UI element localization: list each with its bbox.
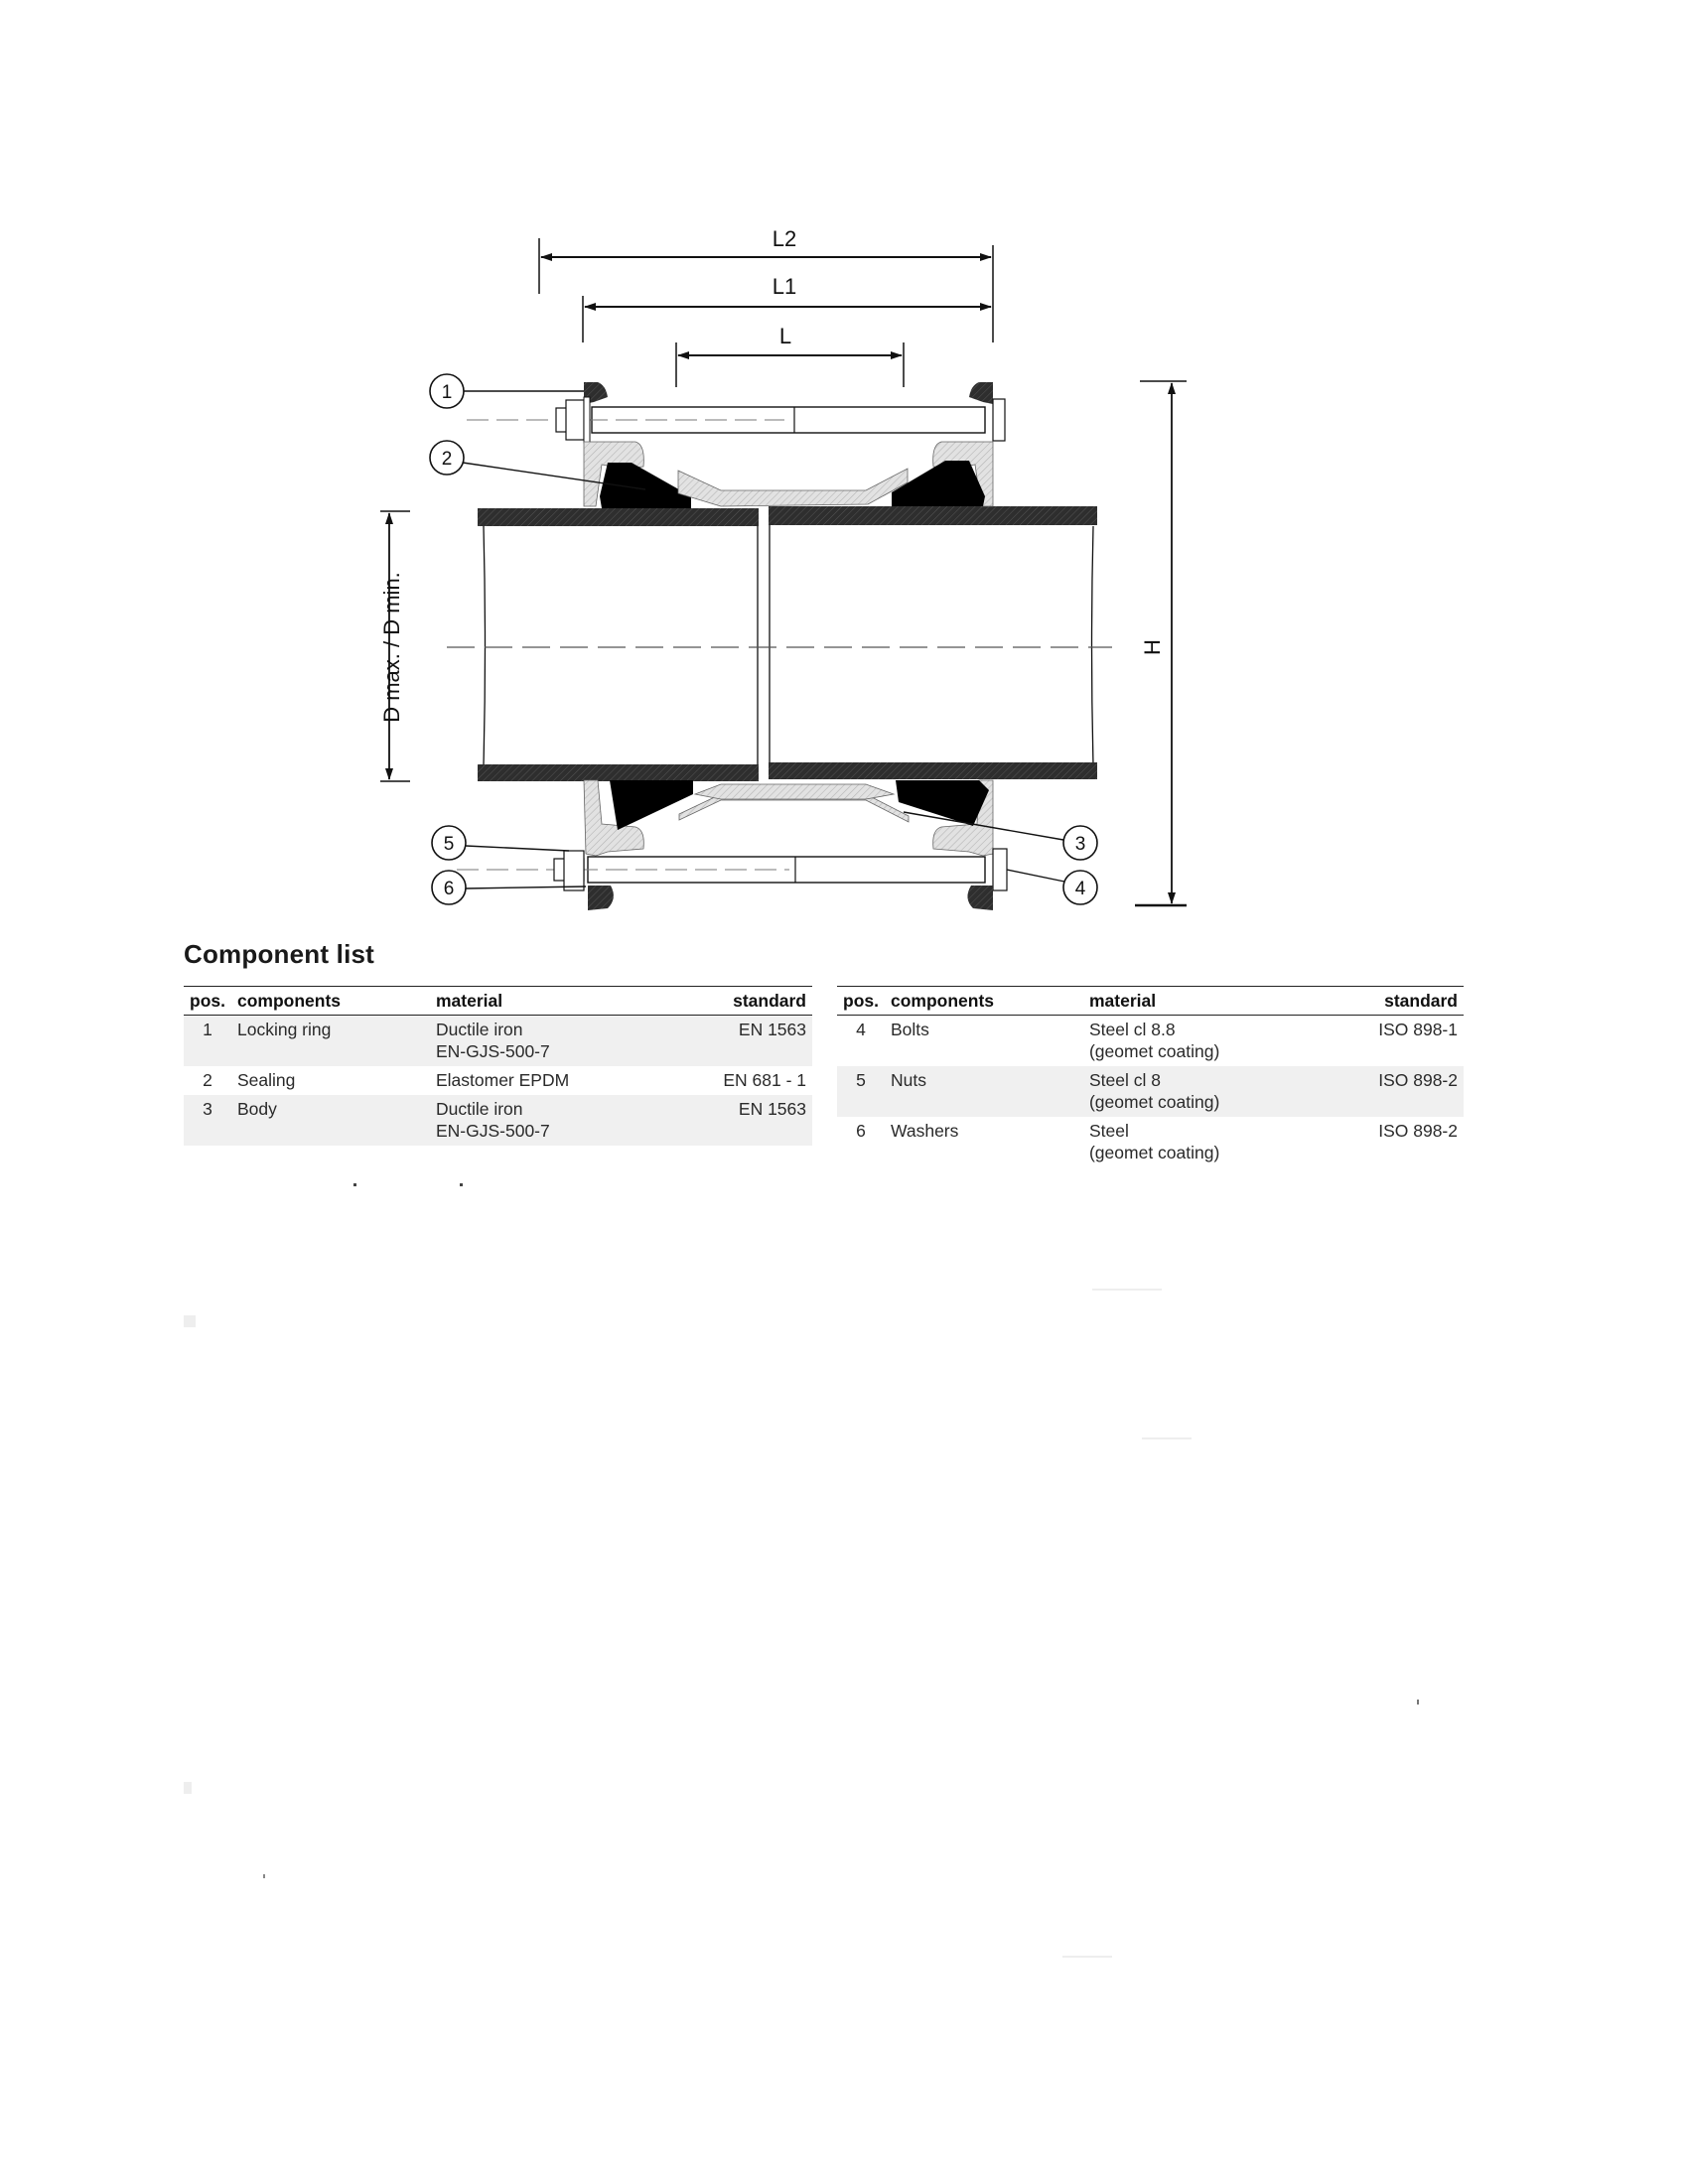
component-table-right bbox=[837, 986, 1464, 1167]
table-row bbox=[837, 1117, 1464, 1167]
svg-text:5: 5 bbox=[443, 834, 455, 855]
material-line-1: Elastomer EPDM bbox=[435, 1070, 570, 1090]
material-line-2: EN-GJS-500-7 bbox=[435, 1041, 550, 1061]
header-material: material bbox=[430, 987, 670, 1016]
dimension-label-L: L bbox=[778, 324, 792, 348]
cell-material bbox=[430, 1016, 670, 1067]
pipe-left bbox=[478, 508, 759, 781]
dimension-label-H: H bbox=[1140, 639, 1165, 655]
svg-text:6: 6 bbox=[443, 879, 455, 899]
material-line-1: Ductile iron bbox=[435, 1099, 523, 1119]
table-row bbox=[184, 1016, 812, 1067]
material-line-1: Ductile iron bbox=[435, 1020, 523, 1039]
cell-component: Body bbox=[231, 1095, 430, 1146]
scan-artifact bbox=[184, 1315, 196, 1327]
component-table-left bbox=[184, 986, 812, 1146]
cell-material bbox=[1083, 1016, 1324, 1067]
lower-coupling-assembly bbox=[457, 780, 1007, 910]
coupling-cross-section-drawing bbox=[0, 0, 1688, 953]
dimension-D bbox=[379, 511, 410, 781]
pipe-right bbox=[769, 506, 1097, 779]
scan-artifact bbox=[460, 1183, 463, 1186]
dimension-label-L1: L1 bbox=[772, 274, 797, 299]
table-header-row bbox=[837, 987, 1464, 1016]
cell-component: Washers bbox=[890, 1121, 959, 1141]
cell-component: Bolts bbox=[890, 1020, 929, 1039]
cell-pos: 4 bbox=[856, 1020, 866, 1039]
cell-pos: 1 bbox=[184, 1016, 231, 1067]
table-row bbox=[184, 1095, 812, 1146]
table-row bbox=[837, 1016, 1464, 1067]
cell-component: Locking ring bbox=[231, 1016, 430, 1067]
table-row bbox=[837, 1066, 1464, 1117]
cell-material bbox=[430, 1066, 670, 1095]
component-list-title: Component list bbox=[184, 939, 375, 969]
cell-standard: EN 681 - 1 bbox=[723, 1070, 806, 1090]
material-line-1: Steel bbox=[1088, 1121, 1129, 1141]
scan-artifact bbox=[353, 1183, 356, 1186]
dimension-L2 bbox=[539, 226, 993, 342]
header-standard: standard bbox=[1324, 987, 1464, 1016]
header-components: components bbox=[885, 987, 1083, 1016]
scan-artifact bbox=[263, 1874, 265, 1878]
material-line-2: (geomet coating) bbox=[1088, 1041, 1220, 1061]
header-pos: pos. bbox=[184, 987, 231, 1016]
cell-pos: 2 bbox=[203, 1070, 212, 1090]
material-line-2: EN-GJS-500-7 bbox=[435, 1121, 550, 1141]
material-line-2: (geomet coating) bbox=[1088, 1143, 1220, 1162]
material-line-1: Steel cl 8 bbox=[1088, 1070, 1161, 1090]
dimension-label-L2: L2 bbox=[772, 226, 797, 251]
cell-standard: ISO 898-2 bbox=[1324, 1066, 1464, 1117]
cell-pos: 6 bbox=[856, 1121, 866, 1141]
callout-4 bbox=[1007, 870, 1097, 904]
callout-1 bbox=[430, 374, 584, 408]
cell-material bbox=[430, 1095, 670, 1146]
dimension-L bbox=[676, 324, 904, 387]
table-header-row bbox=[184, 987, 812, 1016]
header-standard: standard bbox=[670, 987, 812, 1016]
cell-standard: ISO 898-2 bbox=[1378, 1121, 1458, 1141]
svg-text:4: 4 bbox=[1074, 879, 1086, 899]
cell-standard: EN 1563 bbox=[670, 1016, 812, 1067]
cell-component: Nuts bbox=[885, 1066, 1083, 1117]
cell-standard: ISO 898-1 bbox=[1378, 1020, 1458, 1039]
header-components: components bbox=[231, 987, 430, 1016]
cell-standard: EN 1563 bbox=[670, 1095, 812, 1146]
table-row bbox=[184, 1066, 812, 1095]
header-material: material bbox=[1083, 987, 1324, 1016]
callout-5 bbox=[432, 826, 569, 860]
cell-component: Sealing bbox=[236, 1070, 296, 1090]
scan-artifact bbox=[1417, 1700, 1419, 1705]
dimension-label-D: D max. / D min. bbox=[379, 572, 404, 723]
material-line-2: (geomet coating) bbox=[1088, 1092, 1220, 1112]
dimension-H bbox=[1135, 381, 1187, 905]
scan-artifact bbox=[1142, 1437, 1192, 1439]
cell-pos: 3 bbox=[184, 1095, 231, 1146]
svg-text:3: 3 bbox=[1074, 834, 1086, 855]
scan-artifact bbox=[184, 1782, 192, 1794]
header-pos: pos. bbox=[837, 987, 885, 1016]
cell-pos: 5 bbox=[837, 1066, 885, 1117]
material-line-1: Steel cl 8.8 bbox=[1088, 1020, 1176, 1039]
svg-text:2: 2 bbox=[441, 449, 453, 470]
cell-material bbox=[1083, 1066, 1324, 1117]
scan-artifact bbox=[1062, 1956, 1112, 1958]
upper-coupling-assembly bbox=[467, 382, 1005, 508]
cell-material bbox=[1083, 1117, 1324, 1167]
scan-artifact bbox=[1092, 1289, 1162, 1291]
svg-text:1: 1 bbox=[441, 382, 453, 403]
